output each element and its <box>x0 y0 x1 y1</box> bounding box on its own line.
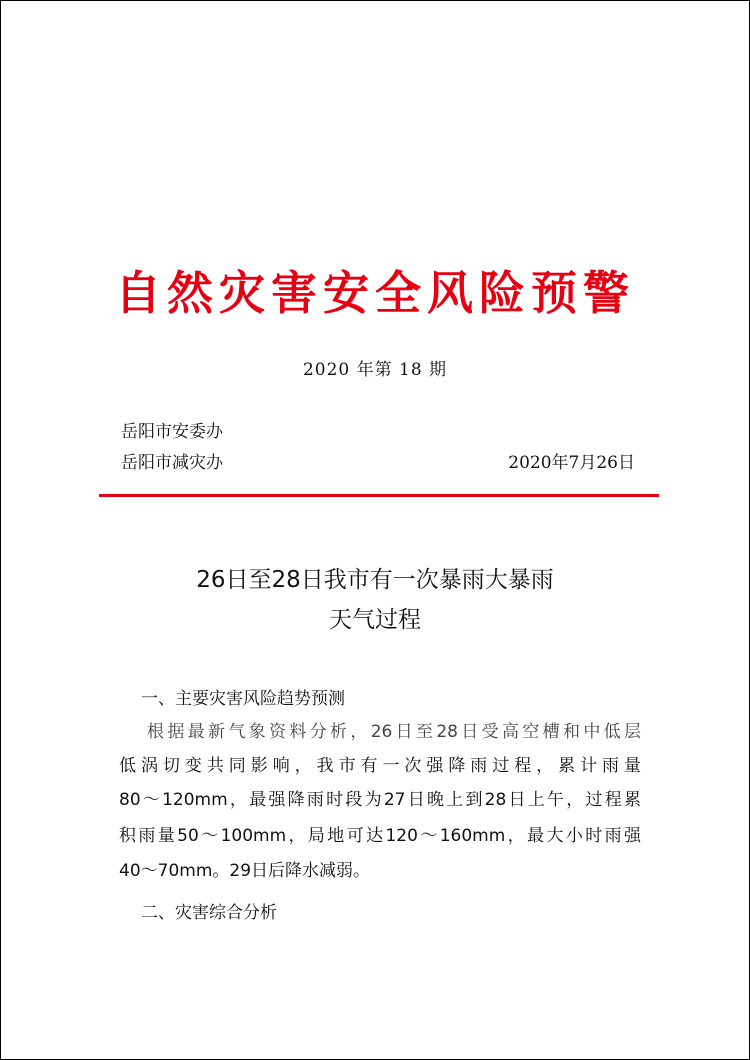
paragraph-line-5: 40～70mm。29日后降水减弱。 <box>119 861 371 881</box>
document-title: 自然灾害安全风险预警 <box>115 266 635 320</box>
issue-date: 2020年7月26日 <box>508 453 635 473</box>
red-divider <box>99 494 659 497</box>
section-heading-risk-forecast: 一、主要灾害风险趋势预测 <box>141 689 345 709</box>
headline-line-2: 天气过程 <box>329 607 421 633</box>
paragraph-line-1: 根据最新气象资料分析，26日至28日受高空槽和中低层 <box>147 722 641 742</box>
issue-number: 2020 年第 18 期 <box>302 360 448 380</box>
paragraph-line-2: 低涡切变共同影响，我市有一次强降雨过程，累计雨量 <box>119 756 641 776</box>
headline-line-1: 26日至28日我市有一次暴雨大暴雨 <box>196 567 554 593</box>
section-heading-disaster-analysis: 二、灾害综合分析 <box>141 903 277 923</box>
paragraph-line-3: 80～120mm，最强降雨时段为27日晚上到28日上午，过程累 <box>119 790 641 810</box>
issuer-safety-office: 岳阳市安委办 <box>121 422 223 442</box>
paragraph-line-4: 积雨量50～100mm，局地可达120～160mm，最大小时雨强 <box>119 826 641 846</box>
issuer-disaster-office: 岳阳市减灾办 <box>121 453 223 473</box>
